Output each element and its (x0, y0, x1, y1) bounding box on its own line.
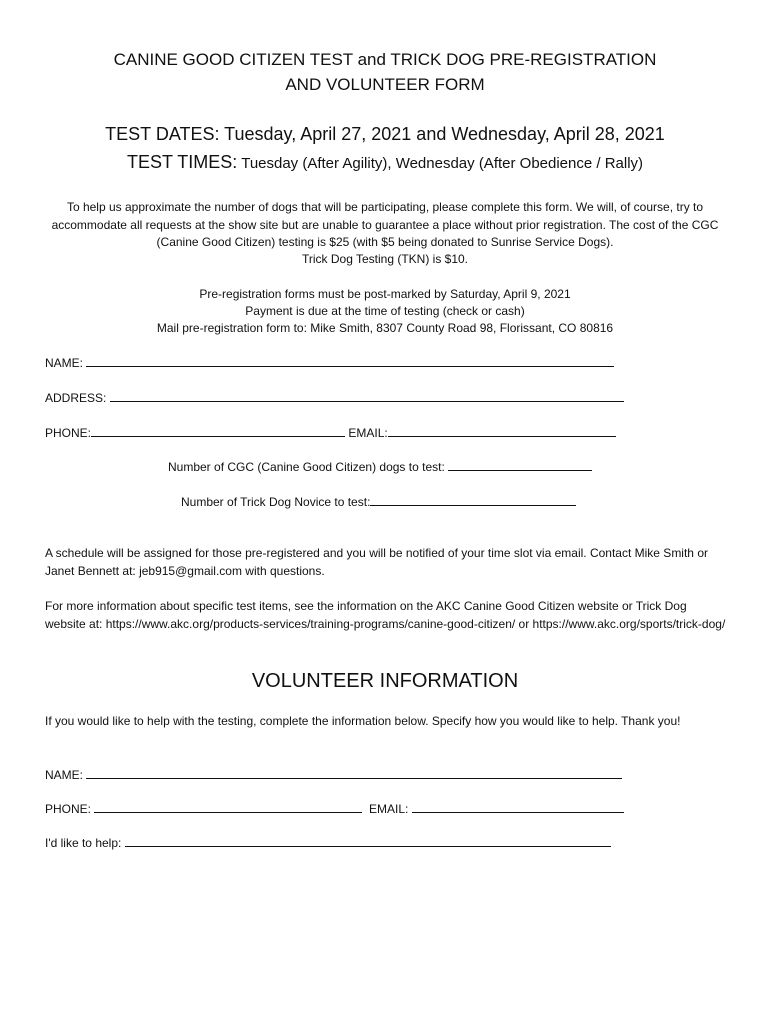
test-times-value: Tuesday (After Agility), Wednesday (After Obedience / Rally) (237, 155, 644, 172)
more-info-note: For more information about specific test items, see the information on the AKC Canine Good Citizen website or Trick Dog website at: https://www.akc.org/products-services/training-programs/canine-good-citizen/ or https://www.akc.org/sports/trick-dog/ (45, 599, 726, 631)
volunteer-email-input-line[interactable] (412, 801, 624, 813)
name-label: NAME: (45, 356, 84, 370)
volunteer-phone-input-line[interactable] (94, 801, 362, 813)
address-field[interactable] (45, 390, 624, 405)
name-input-line[interactable] (86, 355, 614, 367)
mail-address: Mail pre-registration form to: Mike Smith, 8307 County Road 98, Florissant, CO 80816 (156, 321, 614, 335)
volunteer-name-input-line[interactable] (86, 767, 622, 779)
volunteer-phone-label: PHONE: (45, 802, 92, 816)
cgc-count-field[interactable] (168, 459, 592, 476)
volunteer-help-field[interactable] (45, 835, 611, 850)
volunteer-heading: VOLUNTEER INFORMATION (251, 670, 519, 692)
test-times-label: TEST TIMES: (126, 152, 238, 172)
cgc-count-input-line[interactable] (448, 459, 592, 471)
volunteer-phone-email-row (45, 801, 624, 816)
phone-label: PHONE: (45, 426, 92, 440)
volunteer-name-label: NAME: (45, 768, 84, 782)
cgc-count-label: Number of CGC (Canine Good Citizen) dogs to test: (168, 460, 445, 474)
volunteer-email-label: EMAIL: (369, 802, 409, 816)
volunteer-help-input-line[interactable] (125, 835, 611, 847)
trick-count-field[interactable] (181, 494, 576, 511)
volunteer-help-label: I'd like to help: (45, 836, 122, 850)
volunteer-intro: If you would like to help with the testing, complete the information below. Specify how you would like to help. Thank you! (45, 714, 681, 728)
trick-count-label: Number of Trick Dog Novice to test: (181, 495, 371, 509)
schedule-note: A schedule will be assigned for those pre-registered and you will be notified of your time slot via email. Contact Mike Smith or Janet Bennett at: jeb915@gmail.com with questions. (45, 546, 708, 578)
address-label: ADDRESS: (45, 391, 107, 405)
title-line-2: AND VOLUNTEER FORM (285, 75, 485, 94)
email-label: EMAIL: (348, 426, 388, 440)
tkn-cost: Trick Dog Testing (TKN) is $10. (301, 252, 469, 266)
email-input-line[interactable] (388, 425, 616, 437)
name-field[interactable] (45, 355, 614, 370)
postmark-deadline: Pre-registration forms must be post-marked by Saturday, April 9, 2021 (199, 287, 571, 301)
intro-paragraph: To help us approximate the number of dogs that will be participating, please complete this form. We will, of course, try to accommodate all requests at the show site but are unable to guarantee a place without prior registration. The cost of the CGC (Canine Good Citizen) testing is $25 (with $5 being donated to Sunrise Service Dogs). (51, 200, 719, 249)
test-dates: TEST DATES: Tuesday, April 27, 2021 and Wednesday, April 28, 2021 (105, 124, 665, 144)
payment-note: Payment is due at the time of testing (check or cash) (245, 304, 525, 318)
address-input-line[interactable] (110, 390, 624, 402)
title-line-1: CANINE GOOD CITIZEN TEST and TRICK DOG PRE-REGISTRATION (113, 50, 657, 69)
test-times (0, 152, 770, 173)
volunteer-name-field[interactable] (45, 767, 622, 782)
phone-email-row (45, 425, 616, 440)
phone-input-line[interactable] (91, 425, 345, 437)
trick-count-input-line[interactable] (370, 494, 576, 506)
